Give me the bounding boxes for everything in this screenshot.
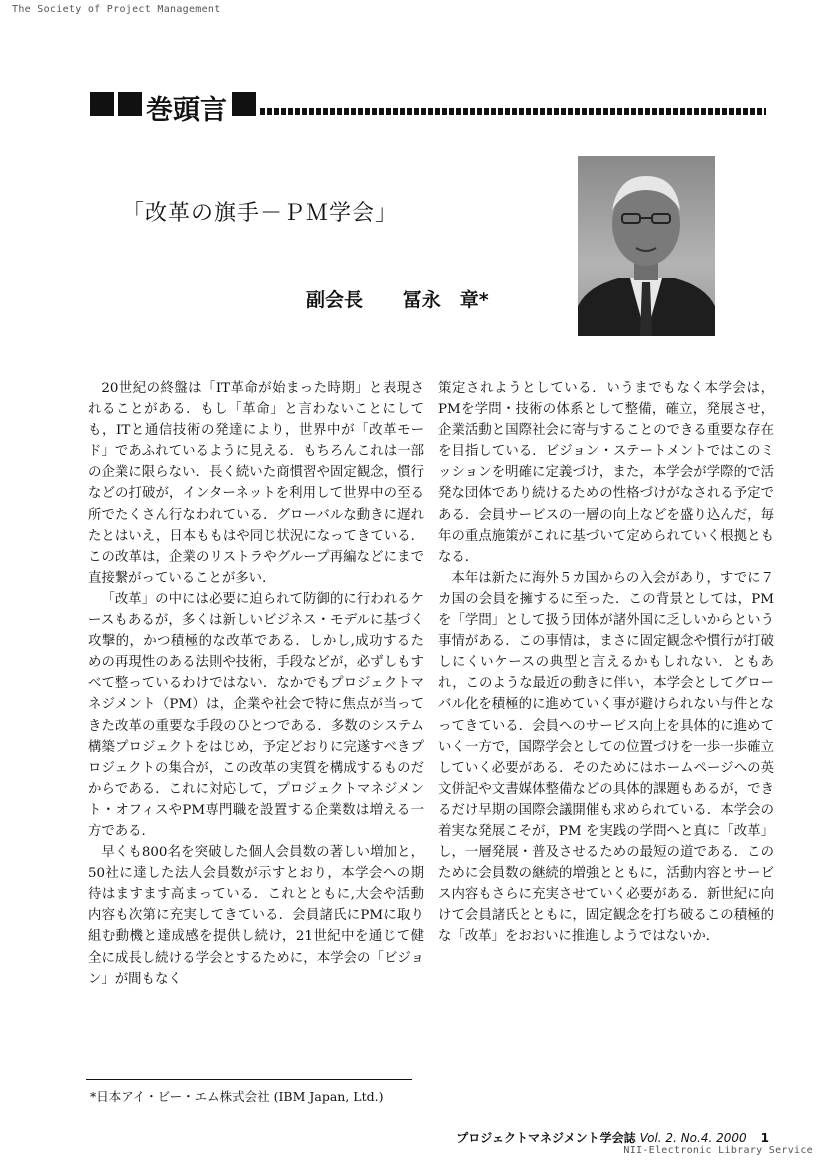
paragraph: 20世紀の終盤は「IT革命が始まった時期」と表現されることがある．もし「革命」と言わないことにしても，ITと通信技術の発達により，世界中が「改革モード」であふれているように見える．もちろんこれは一部の企業に限らない．長く続いた商慣習や固定観念，慣行などの打破が，インターネットを利用して世界中の至る所でたくさん行なわれている．グローバルな動きに遅れたとはいえ，日本ももはや同じ状況になってきている．この改革は，企業のリストラやグループ再編などにまで直接繋がっていることが多い． xyxy=(88,381,424,586)
journal-volume: Vol. 2. No.4. 2000 xyxy=(639,1131,747,1145)
paragraph: 「改革」の中には必要に迫られて防御的に行われるケースもあるが，多くは新しいビジネス・モデルに基づく攻撃的，かつ積極的な改革である．しかし,成功するための再現性のある法則や技術，手段などが，必ずしもすべて整っているわけではない．なかでもプロジェクトマネジメント（PM）は，企業や社会で特に焦点が当ってきた改革の重要な手段のひとつである．多数のシステム構築プロジェクトをはじめ，予定どおりに完遂すべきプロジェクトの集合が，この改革の実質を構成するものだからである．これに対応して，プロジェクトマネジメント・オフィスやPM専門職を設置する企業数は増える一方である． xyxy=(88,591,424,839)
section-title: 巻頭言 xyxy=(146,95,227,126)
heading-square-3 xyxy=(232,92,256,116)
journal-name: プロジェクトマネジメント学会誌 xyxy=(456,1131,636,1145)
dotted-rule xyxy=(260,108,766,115)
author-line xyxy=(306,285,489,312)
author-role: 副会長 xyxy=(306,289,364,311)
archive-label: NII-Electronic Library Service xyxy=(623,1145,813,1156)
body-column-right xyxy=(438,378,774,948)
header-society-name: The Society of Project Management xyxy=(12,4,221,15)
heading-square-2 xyxy=(118,92,142,116)
heading-square-1 xyxy=(90,92,114,116)
footnote: *日本アイ・ビー・エム株式会社 (IBM Japan, Ltd.) xyxy=(90,1089,384,1104)
journal-footer xyxy=(456,1129,769,1146)
section-heading xyxy=(90,90,766,126)
author-name: 冨永 章* xyxy=(402,289,489,311)
page-number: 1 xyxy=(760,1131,769,1145)
paragraph: 早くも800名を突破した個人会員数の著しい増加と，50社に達した法人会員数が示すとおり，本学会への期待はますます高まっている．これとともに,大会や活動内容も次第に充実してきている．会員諸氏にPMに取り組む動機と達成感を提供し続け，21世紀中を通じて健全に成長し続ける学会とするために，本学会の「ビジョン」が間もなく xyxy=(88,845,424,987)
paragraph: 本年は新たに海外５カ国からの入会があり，すでに７カ国の会員を擁するに至った．この背景としては，PM を「学問」として扱う団体が諸外国に乏しいからという事情がある．この事情は，まさに固定観念や慣行が打破しにくいケースの典型と言えるかもしれない．ともあれ，このような最近の動きに伴い，本学会としてグローバル化を積極的に進めていく事が避けられない与件となってきている．会員へのサービス向上を具体的に進めていく一方で，国際学会としての位置づけを一歩一歩確立していく必要がある．そのためにはホームページへの英文併記や文書媒体整備などの具体的課題もあるが，できるだけ早期の国際会議開催も求められている．本学会の着実な発展こそが，PM を実践の学問へと真に「改革」し，一層発展・普及させるための最短の道である．このために会員数の継続的増強とともに，活動内容とサービス内容もさらに充実させていく必要がある．新世紀に向けて会員諸氏とともに，固定観念を打ち破るこの積極的な「改革」をおおいに推進しようではないか． xyxy=(438,570,774,945)
paragraph: 策定されようとしている．いうまでもなく本学会は，PMを学問・技術の体系として整備，確立，発展させ，企業活動と国際社会に寄与することのできる重要な存在を目指している．ビジョン・ステートメントではこのミッションを明確に定義づけ，また，本学会が学際的で活発な団体であり続けるための性格づけがなされる予定である．会員サービスの一層の向上などを盛り込んだ，毎年の重点施策がこれに基づいて定められていく根拠ともなる． xyxy=(438,381,774,565)
article-title: 「改革の旗手－ＰＭ学会」 xyxy=(122,201,399,226)
footnote-rule xyxy=(86,1079,412,1080)
author-portrait xyxy=(578,156,715,336)
body-column-left xyxy=(88,378,424,990)
